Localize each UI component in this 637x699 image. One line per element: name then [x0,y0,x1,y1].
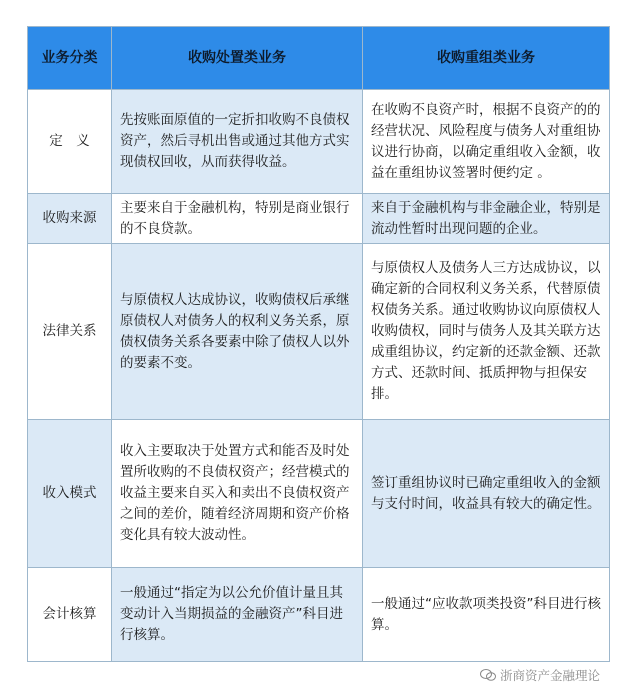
header-category: 业务分类 [27,26,112,90]
cell-disposal-source: 主要来自于金融机构，特别是商业银行的不良贷款。 [112,194,363,244]
cell-disposal-legal: 与原债权人达成协议，收购债权后承继原债权人对债务人的权利义务关系，原债权债务关系各要素中除了债权人以外的要素不变。 [112,244,363,420]
cell-disposal-accounting: 一般通过“指定为以公允价值计量且其变动计入当期损益的金融资产”科目进行核算。 [112,568,363,662]
watermark-text: 浙商资产金融理论 [500,668,601,683]
cell-restructuring-income: 签订重组协议时已确定重组收入的金额与支付时间，收益具有较大的确定性。 [363,420,610,568]
row-category-source: 收购来源 [27,194,112,244]
row-category-legal: 法律关系 [27,244,112,420]
cell-restructuring-source: 来自于金融机构与非金融企业，特别是流动性暂时出现问题的企业。 [363,194,610,244]
header-disposal: 收购处置类业务 [112,26,363,90]
wechat-icon [480,669,496,681]
cell-restructuring-definition: 在收购不良资产时，根据不良资产的的经营状况、风险程度与债务人对重组协议进行协商，以确定重组收入金额，收益在重组协议签署时便约定 。 [363,90,610,194]
row-category-income: 收入模式 [27,420,112,568]
watermark [480,666,600,684]
cell-disposal-income: 收入主要取决于处置方式和能否及时处置所收购的不良债权资产；经营模式的收益主要来自买入和卖出不良债权资产之间的差价，随着经济周期和资产价格变化具有较大波动性。 [112,420,363,568]
cell-restructuring-legal: 与原债权人及债务人三方达成协议，以确定新的合同权利义务关系，代替原债权债务关系。通过收购协议向原债权人收购债权，同时与债务人及其关联方达成重组协议，约定新的还款金额、还款方式、还款时间、抵质押物与担保安排。 [363,244,610,420]
cell-disposal-definition: 先按账面原值的一定折扣收购不良债权资产，然后寻机出售或通过其他方式实现债权回收，从而获得收益。 [112,90,363,194]
comparison-table [27,26,610,662]
row-category-definition: 定 义 [27,90,112,194]
cell-restructuring-accounting: 一般通过“应收款项类投资”科目进行核算。 [363,568,610,662]
row-category-accounting: 会计核算 [27,568,112,662]
header-restructuring: 收购重组类业务 [363,26,610,90]
